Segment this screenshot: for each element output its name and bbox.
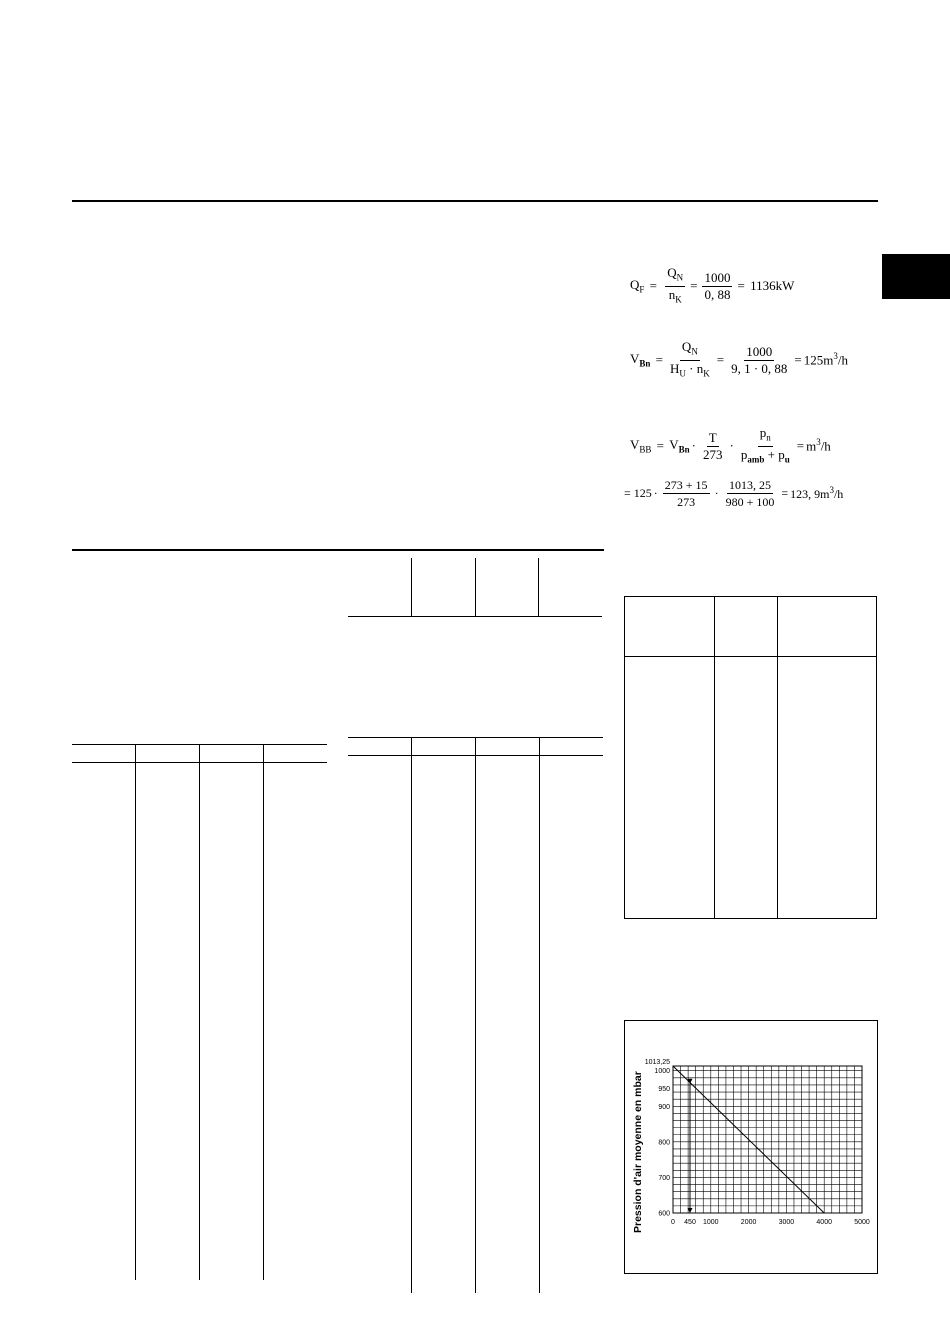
vbb-term: $V_{Bn}$	[669, 437, 690, 455]
table-left	[72, 744, 327, 1280]
top-rule	[72, 200, 878, 202]
formula-vbb: $V_{BB}$ = $V_{Bn}$ · $\frac{T}{273}$ · $\frac{p_n}{p_{amb} + p_u}$ = $m^3/h$	[630, 425, 831, 465]
x-tick-label: 3000	[778, 1219, 795, 1226]
vbn-lhs: $V_{Bn}$	[630, 351, 651, 369]
plot-border	[673, 1066, 862, 1213]
y-tick-label: 600	[658, 1210, 670, 1218]
y-tick-label: 800	[658, 1139, 670, 1147]
formula-vbb-numeric: = 125 · $\frac{273 + 15}{273}$ · $\frac{1013, 25}{980 + 100}$ = 123, $9m^3/h$	[624, 478, 844, 509]
y-tick-label: 1013,25	[644, 1059, 670, 1066]
vbb-fraction-temperature: $\frac{T}{273}$	[703, 429, 723, 462]
vbb-result: $m^3/h$	[806, 437, 831, 454]
table-right	[624, 596, 877, 919]
vbbn-lead: = 125	[624, 486, 652, 500]
chart-ylabel: Pression d'air moyenne en mbar	[632, 1071, 644, 1233]
table-small-header	[348, 558, 602, 617]
vbb-lhs: $V_{BB}$	[630, 437, 652, 455]
x-tick-label: 1000	[703, 1219, 719, 1226]
qf-fraction-numeric: $\frac{1000}{0, 88}$	[704, 269, 731, 302]
y-tick-label: 700	[658, 1174, 670, 1182]
vbn-result: $125m^3/h$	[803, 351, 849, 368]
table-header-row	[72, 745, 327, 763]
chart-frame	[624, 1020, 878, 1274]
chart-ticks	[645, 1059, 870, 1226]
x-tick-label: 2000	[740, 1219, 757, 1226]
x-tick-label: 5000	[854, 1219, 870, 1226]
qf-lhs: $Q_F$	[630, 277, 645, 295]
table-row	[72, 763, 327, 1280]
table-header-row	[625, 597, 877, 657]
table-header-row	[348, 738, 603, 756]
vbbn-result: 123, $9m^3/h$	[790, 485, 844, 501]
table-row	[348, 558, 602, 616]
qf-result: 1136kW	[750, 278, 795, 294]
y-tick-label: 900	[658, 1103, 670, 1111]
vbn-fraction-symbolic: $\frac{Q_N}{H_U \cdot n_K}$	[670, 339, 710, 379]
x-tick-label: 4000	[816, 1219, 832, 1226]
table-row	[348, 756, 603, 1293]
vbb-fraction-pressure: $\frac{p_n}{p_{amb} + p_u}$	[740, 425, 790, 465]
x-tick-label: 0	[671, 1219, 675, 1226]
pressure-altitude-chart	[625, 1021, 877, 1273]
table-row	[625, 657, 877, 919]
x-tick-label: 450	[684, 1219, 696, 1226]
formula-vbn: $V_{Bn}$ = $\frac{Q_N}{H_U \cdot n_K}$ = $\frac{1000}{9, 1 \cdot 0, 88}$ = $125m^3/h$	[630, 339, 849, 379]
y-tick-label: 1000	[654, 1068, 670, 1076]
y-tick-label: 950	[658, 1085, 670, 1093]
section-rule	[72, 549, 604, 551]
table-middle	[348, 737, 603, 1293]
formula-qf: $Q_F$ = $\frac{Q_N}{n_K}$ = $\frac{1000}{0, 88}$ = 1136kW	[630, 265, 795, 305]
vbbn-fraction-temperature: $\frac{273 + 15}{273}$	[664, 478, 708, 509]
vbn-fraction-numeric: $\frac{1000}{9, 1 \cdot 0, 88}$	[731, 343, 788, 376]
vbbn-fraction-pressure: $\frac{1013, 25}{980 + 100}$	[725, 478, 775, 509]
chart-grid	[673, 1066, 862, 1213]
qf-fraction-symbolic: $\frac{Q_N}{n_K}$	[667, 265, 684, 305]
chapter-tab-marker	[882, 254, 950, 299]
